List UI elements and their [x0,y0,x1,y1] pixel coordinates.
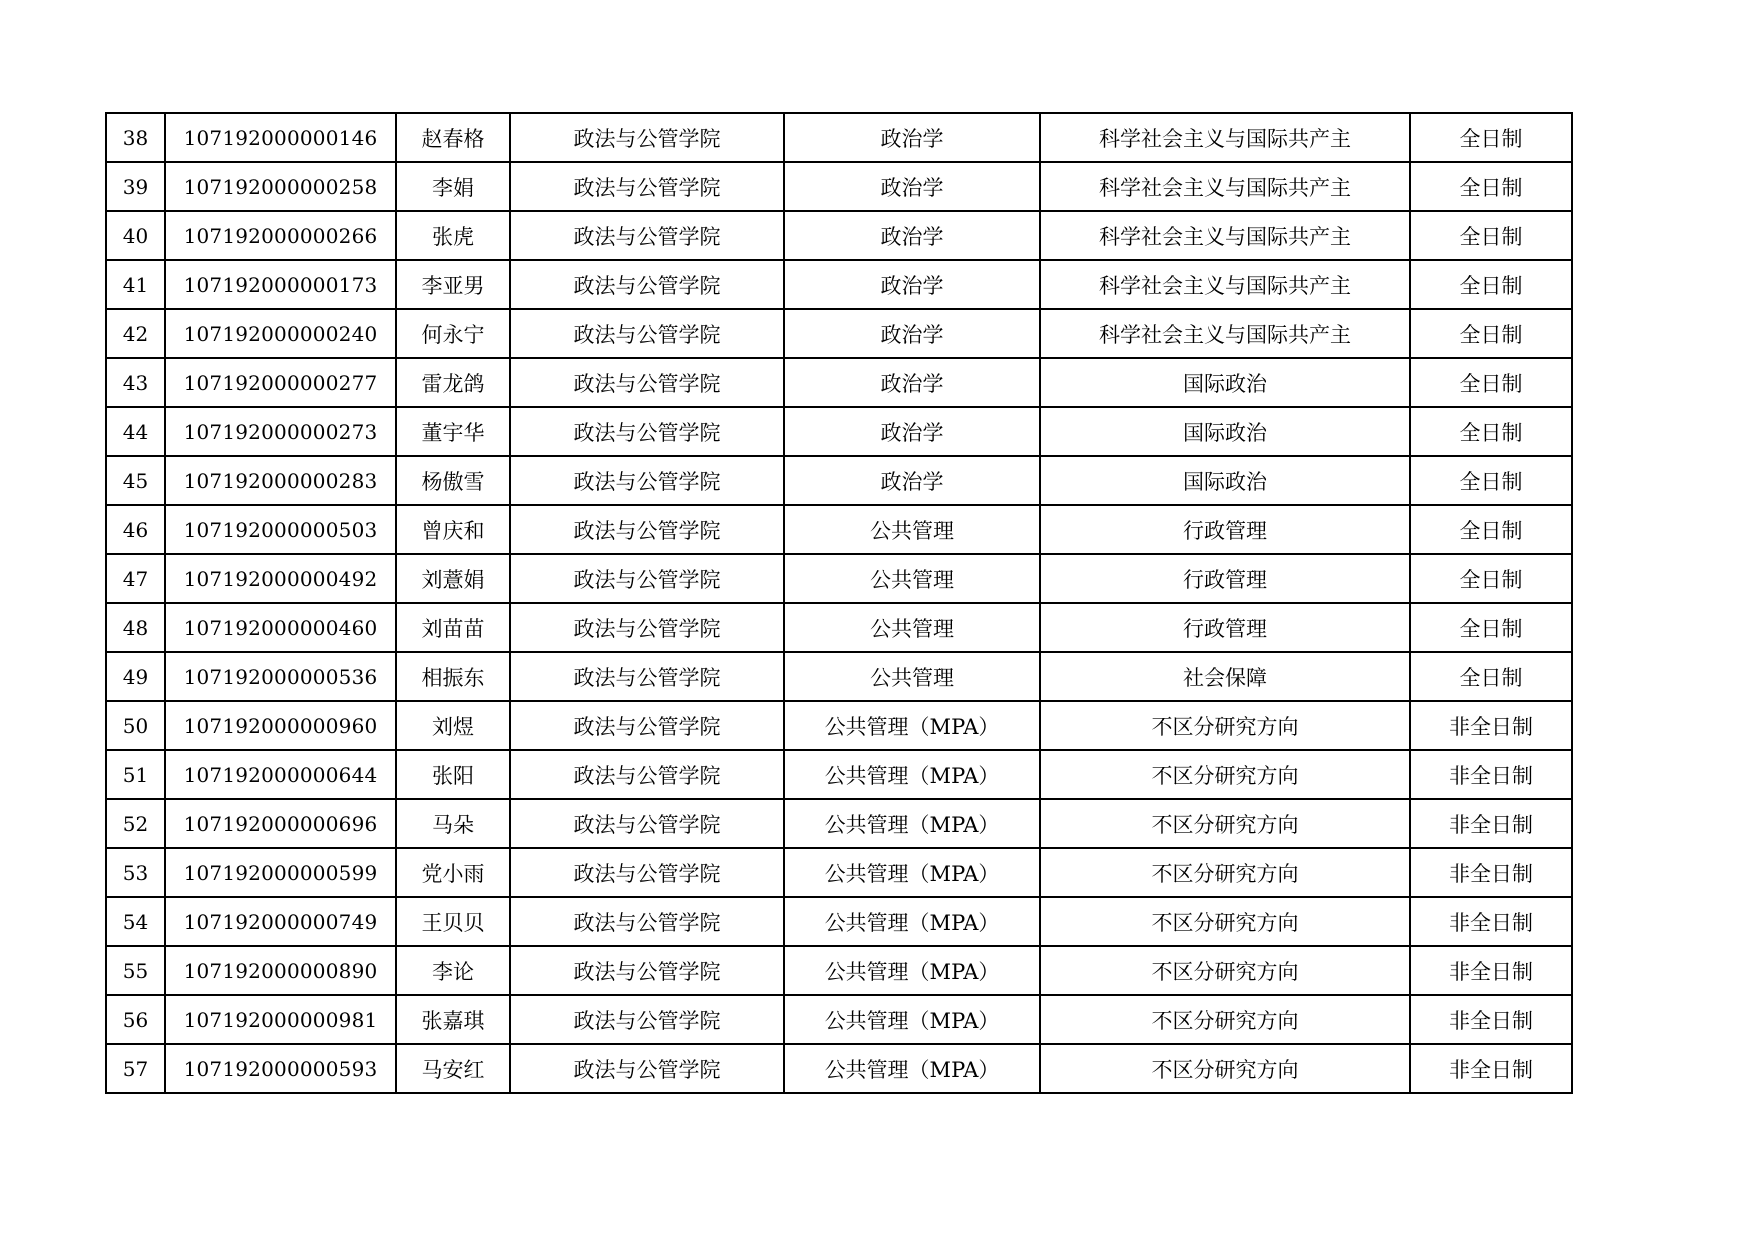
major: 公共管理（MPA） [784,946,1040,995]
table-row [106,162,1572,211]
student-name: 李娟 [396,162,510,211]
research-direction: 科学社会主义与国际共产主 [1040,211,1410,260]
table-row [106,652,1572,701]
research-direction: 不区分研究方向 [1040,897,1410,946]
college: 政法与公管学院 [510,995,784,1044]
major: 政治学 [784,211,1040,260]
research-direction: 科学社会主义与国际共产主 [1040,162,1410,211]
research-direction: 行政管理 [1040,603,1410,652]
college: 政法与公管学院 [510,505,784,554]
student-name: 赵春格 [396,113,510,162]
study-mode: 全日制 [1410,211,1572,260]
research-direction: 科学社会主义与国际共产主 [1040,309,1410,358]
student-name: 马朵 [396,799,510,848]
student-name: 刘煜 [396,701,510,750]
study-mode: 全日制 [1410,260,1572,309]
study-mode: 全日制 [1410,113,1572,162]
study-mode: 非全日制 [1410,799,1572,848]
table-row [106,603,1572,652]
major: 政治学 [784,260,1040,309]
exam-id: 107192000000460 [165,603,396,652]
row-number: 45 [106,456,165,505]
student-name: 刘薏娟 [396,554,510,603]
row-number: 54 [106,897,165,946]
student-name: 张虎 [396,211,510,260]
row-number: 55 [106,946,165,995]
college: 政法与公管学院 [510,603,784,652]
exam-id: 107192000000503 [165,505,396,554]
major: 公共管理（MPA） [784,848,1040,897]
major: 公共管理 [784,652,1040,701]
study-mode: 非全日制 [1410,701,1572,750]
exam-id: 107192000000749 [165,897,396,946]
study-mode: 非全日制 [1410,1044,1572,1093]
research-direction: 行政管理 [1040,505,1410,554]
major: 公共管理（MPA） [784,799,1040,848]
college: 政法与公管学院 [510,113,784,162]
row-number: 53 [106,848,165,897]
exam-id: 107192000000599 [165,848,396,897]
table-row [106,1044,1572,1093]
research-direction: 不区分研究方向 [1040,750,1410,799]
table-row [106,309,1572,358]
table-row [106,750,1572,799]
major: 政治学 [784,456,1040,505]
exam-id: 107192000000146 [165,113,396,162]
student-name: 雷龙鸽 [396,358,510,407]
major: 公共管理 [784,554,1040,603]
college: 政法与公管学院 [510,162,784,211]
table-row [106,995,1572,1044]
major: 公共管理 [784,603,1040,652]
row-number: 40 [106,211,165,260]
college: 政法与公管学院 [510,946,784,995]
major: 公共管理（MPA） [784,897,1040,946]
major: 政治学 [784,113,1040,162]
table-row [106,407,1572,456]
college: 政法与公管学院 [510,897,784,946]
row-number: 44 [106,407,165,456]
study-mode: 非全日制 [1410,897,1572,946]
major: 公共管理（MPA） [784,750,1040,799]
study-mode: 全日制 [1410,309,1572,358]
row-number: 50 [106,701,165,750]
admission-list-table [105,112,1573,1094]
study-mode: 全日制 [1410,456,1572,505]
table-row [106,554,1572,603]
research-direction: 不区分研究方向 [1040,799,1410,848]
table-row [106,456,1572,505]
row-number: 43 [106,358,165,407]
college: 政法与公管学院 [510,407,784,456]
study-mode: 非全日制 [1410,995,1572,1044]
row-number: 56 [106,995,165,1044]
table-row [106,505,1572,554]
research-direction: 行政管理 [1040,554,1410,603]
college: 政法与公管学院 [510,554,784,603]
college: 政法与公管学院 [510,750,784,799]
row-number: 46 [106,505,165,554]
exam-id: 107192000000890 [165,946,396,995]
college: 政法与公管学院 [510,799,784,848]
college: 政法与公管学院 [510,652,784,701]
exam-id: 107192000000173 [165,260,396,309]
major: 政治学 [784,309,1040,358]
major: 政治学 [784,358,1040,407]
major: 公共管理（MPA） [784,1044,1040,1093]
exam-id: 107192000000644 [165,750,396,799]
student-name: 张阳 [396,750,510,799]
research-direction: 国际政治 [1040,407,1410,456]
exam-id: 107192000000240 [165,309,396,358]
table-row [106,211,1572,260]
study-mode: 全日制 [1410,652,1572,701]
table-row [106,358,1572,407]
research-direction: 不区分研究方向 [1040,946,1410,995]
exam-id: 107192000000981 [165,995,396,1044]
exam-id: 107192000000536 [165,652,396,701]
research-direction: 不区分研究方向 [1040,995,1410,1044]
exam-id: 107192000000258 [165,162,396,211]
table-row [106,848,1572,897]
college: 政法与公管学院 [510,358,784,407]
row-number: 48 [106,603,165,652]
student-name: 杨傲雪 [396,456,510,505]
major: 政治学 [784,407,1040,456]
major: 公共管理 [784,505,1040,554]
table-row [106,260,1572,309]
college: 政法与公管学院 [510,456,784,505]
row-number: 38 [106,113,165,162]
major: 公共管理（MPA） [784,995,1040,1044]
student-name: 党小雨 [396,848,510,897]
study-mode: 非全日制 [1410,946,1572,995]
exam-id: 107192000000277 [165,358,396,407]
row-number: 42 [106,309,165,358]
student-name: 王贝贝 [396,897,510,946]
exam-id: 107192000000593 [165,1044,396,1093]
row-number: 52 [106,799,165,848]
study-mode: 非全日制 [1410,750,1572,799]
exam-id: 107192000000696 [165,799,396,848]
research-direction: 不区分研究方向 [1040,701,1410,750]
table-row [106,701,1572,750]
research-direction: 不区分研究方向 [1040,1044,1410,1093]
row-number: 39 [106,162,165,211]
research-direction: 不区分研究方向 [1040,848,1410,897]
major: 政治学 [784,162,1040,211]
study-mode: 非全日制 [1410,848,1572,897]
study-mode: 全日制 [1410,505,1572,554]
college: 政法与公管学院 [510,1044,784,1093]
exam-id: 107192000000960 [165,701,396,750]
exam-id: 107192000000283 [165,456,396,505]
table-row [106,897,1572,946]
student-name: 李亚男 [396,260,510,309]
college: 政法与公管学院 [510,309,784,358]
exam-id: 107192000000273 [165,407,396,456]
study-mode: 全日制 [1410,554,1572,603]
table-body [106,113,1572,1093]
research-direction: 国际政治 [1040,358,1410,407]
row-number: 57 [106,1044,165,1093]
student-name: 曾庆和 [396,505,510,554]
row-number: 49 [106,652,165,701]
student-name: 马安红 [396,1044,510,1093]
student-name: 张嘉琪 [396,995,510,1044]
college: 政法与公管学院 [510,848,784,897]
table-row [106,113,1572,162]
row-number: 47 [106,554,165,603]
exam-id: 107192000000266 [165,211,396,260]
student-name: 董宇华 [396,407,510,456]
research-direction: 科学社会主义与国际共产主 [1040,113,1410,162]
table-row [106,799,1572,848]
student-name: 刘苗苗 [396,603,510,652]
research-direction: 科学社会主义与国际共产主 [1040,260,1410,309]
table-row [106,946,1572,995]
study-mode: 全日制 [1410,162,1572,211]
study-mode: 全日制 [1410,603,1572,652]
student-name: 相振东 [396,652,510,701]
college: 政法与公管学院 [510,701,784,750]
student-name: 李论 [396,946,510,995]
study-mode: 全日制 [1410,358,1572,407]
student-name: 何永宁 [396,309,510,358]
research-direction: 国际政治 [1040,456,1410,505]
college: 政法与公管学院 [510,211,784,260]
row-number: 51 [106,750,165,799]
research-direction: 社会保障 [1040,652,1410,701]
row-number: 41 [106,260,165,309]
study-mode: 全日制 [1410,407,1572,456]
major: 公共管理（MPA） [784,701,1040,750]
college: 政法与公管学院 [510,260,784,309]
exam-id: 107192000000492 [165,554,396,603]
